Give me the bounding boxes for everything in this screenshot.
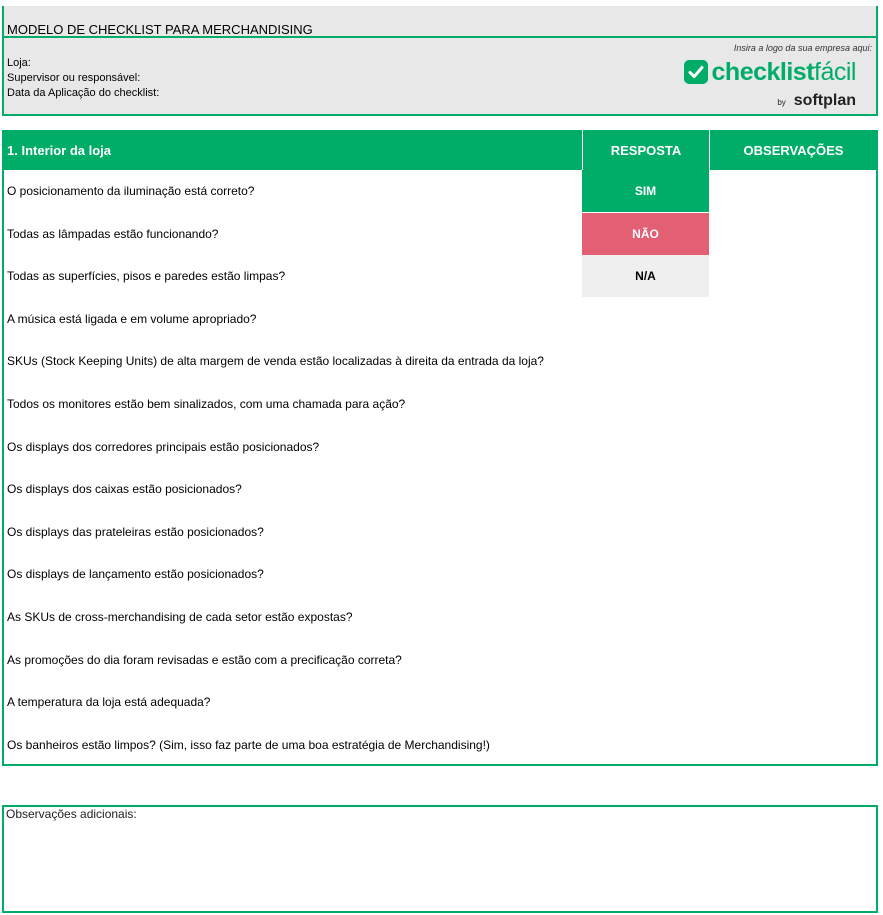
- observation-cell[interactable]: [709, 724, 876, 766]
- checkmark-icon: [684, 60, 708, 84]
- question-text: Todas as lâmpadas estão funcionando?: [7, 226, 219, 241]
- table-row: [4, 724, 876, 766]
- observation-cell[interactable]: [709, 426, 876, 468]
- table-row: [4, 298, 876, 340]
- section-interior: [2, 130, 878, 766]
- field-supervisor[interactable]: Supervisor ou responsável:: [7, 72, 141, 84]
- observation-cell[interactable]: [709, 468, 876, 510]
- answer-cell[interactable]: N/A: [582, 255, 709, 297]
- observation-cell[interactable]: [709, 255, 876, 297]
- table-row: [4, 596, 876, 638]
- answer-cell[interactable]: [582, 596, 709, 638]
- header-fields: [7, 56, 159, 101]
- observation-cell[interactable]: [709, 511, 876, 553]
- field-date[interactable]: Data da Aplicação do checklist:: [7, 87, 160, 99]
- observation-cell[interactable]: [709, 596, 876, 638]
- answer-cell[interactable]: [582, 639, 709, 681]
- answer-cell[interactable]: [582, 426, 709, 468]
- section-title: 1. Interior da loja: [7, 143, 112, 158]
- table-row: [4, 426, 876, 468]
- logo-wordmark: checklistfácil: [711, 58, 856, 86]
- question-text: O posicionamento da iluminação está correto?: [7, 184, 255, 198]
- table-row: [4, 511, 876, 553]
- field-store[interactable]: Loja:: [7, 57, 31, 69]
- answer-cell[interactable]: [582, 724, 709, 766]
- question-text: A temperatura da loja está adequada?: [7, 695, 211, 710]
- table-row: [4, 553, 876, 595]
- observation-cell[interactable]: [709, 340, 876, 382]
- question-text: As SKUs de cross-merchandising de cada setor estão expostas?: [7, 610, 353, 624]
- question-text: A música está ligada e em volume apropriado?: [7, 311, 257, 326]
- observation-cell[interactable]: [709, 383, 876, 425]
- question-text: As promoções do dia foram revisadas e estão com a precificação correta?: [7, 652, 402, 667]
- question-text: Os displays de lançamento estão posicionados?: [7, 567, 264, 582]
- answer-cell[interactable]: [582, 383, 709, 425]
- question-text: Os displays das prateleiras estão posicionados?: [7, 524, 264, 539]
- column-response: RESPOSTA: [582, 130, 709, 170]
- table-row: [4, 340, 876, 382]
- additional-observations-box[interactable]: [2, 805, 878, 913]
- table-row: [4, 213, 876, 255]
- answer-cell[interactable]: [582, 511, 709, 553]
- table-row: [4, 639, 876, 681]
- observation-cell[interactable]: [709, 213, 876, 255]
- question-text: Todos os monitores estão bem sinalizados, com uma chamada para ação?: [7, 397, 406, 411]
- observation-cell[interactable]: [709, 553, 876, 595]
- answer-cell[interactable]: SIM: [582, 170, 709, 212]
- answer-cell[interactable]: [582, 340, 709, 382]
- checklistfacil-logo: [656, 58, 856, 108]
- logo-hint: Insira a logo da sua empresa aqui:: [733, 43, 872, 53]
- question-text: Os displays dos corredores principais estão posicionados?: [7, 439, 320, 454]
- observation-cell[interactable]: [709, 170, 876, 212]
- question-text: Os banheiros estão limpos? (Sim, isso faz parte de uma boa estratégia de Merchandising!): [7, 737, 490, 752]
- question-text: SKUs (Stock Keeping Units) de alta margem de venda estão localizadas à direita da entrada da loja?: [7, 354, 544, 369]
- column-observations: OBSERVAÇÕES: [709, 130, 877, 170]
- answer-cell[interactable]: [582, 298, 709, 340]
- observation-cell[interactable]: [709, 639, 876, 681]
- checklist-header: [2, 6, 878, 116]
- observation-cell[interactable]: [709, 298, 876, 340]
- additional-observations-label: Observações adicionais:: [6, 807, 137, 821]
- table-row: [4, 170, 876, 212]
- logo-company: softplan: [793, 92, 856, 109]
- page-title: MODELO DE CHECKLIST PARA MERCHANDISING: [4, 6, 876, 38]
- question-text: Os displays dos caixas estão posicionados?: [7, 482, 242, 497]
- table-row: [4, 255, 876, 297]
- section-header: [4, 130, 876, 170]
- question-text: Todas as superfícies, pisos e paredes estão limpas?: [7, 269, 286, 284]
- logo-by: by: [777, 98, 786, 107]
- answer-cell[interactable]: [582, 681, 709, 723]
- table-row: [4, 681, 876, 723]
- table-row: [4, 468, 876, 510]
- answer-cell[interactable]: NÃO: [582, 213, 709, 255]
- answer-cell[interactable]: [582, 553, 709, 595]
- observation-cell[interactable]: [709, 681, 876, 723]
- table-row: [4, 383, 876, 425]
- answer-cell[interactable]: [582, 468, 709, 510]
